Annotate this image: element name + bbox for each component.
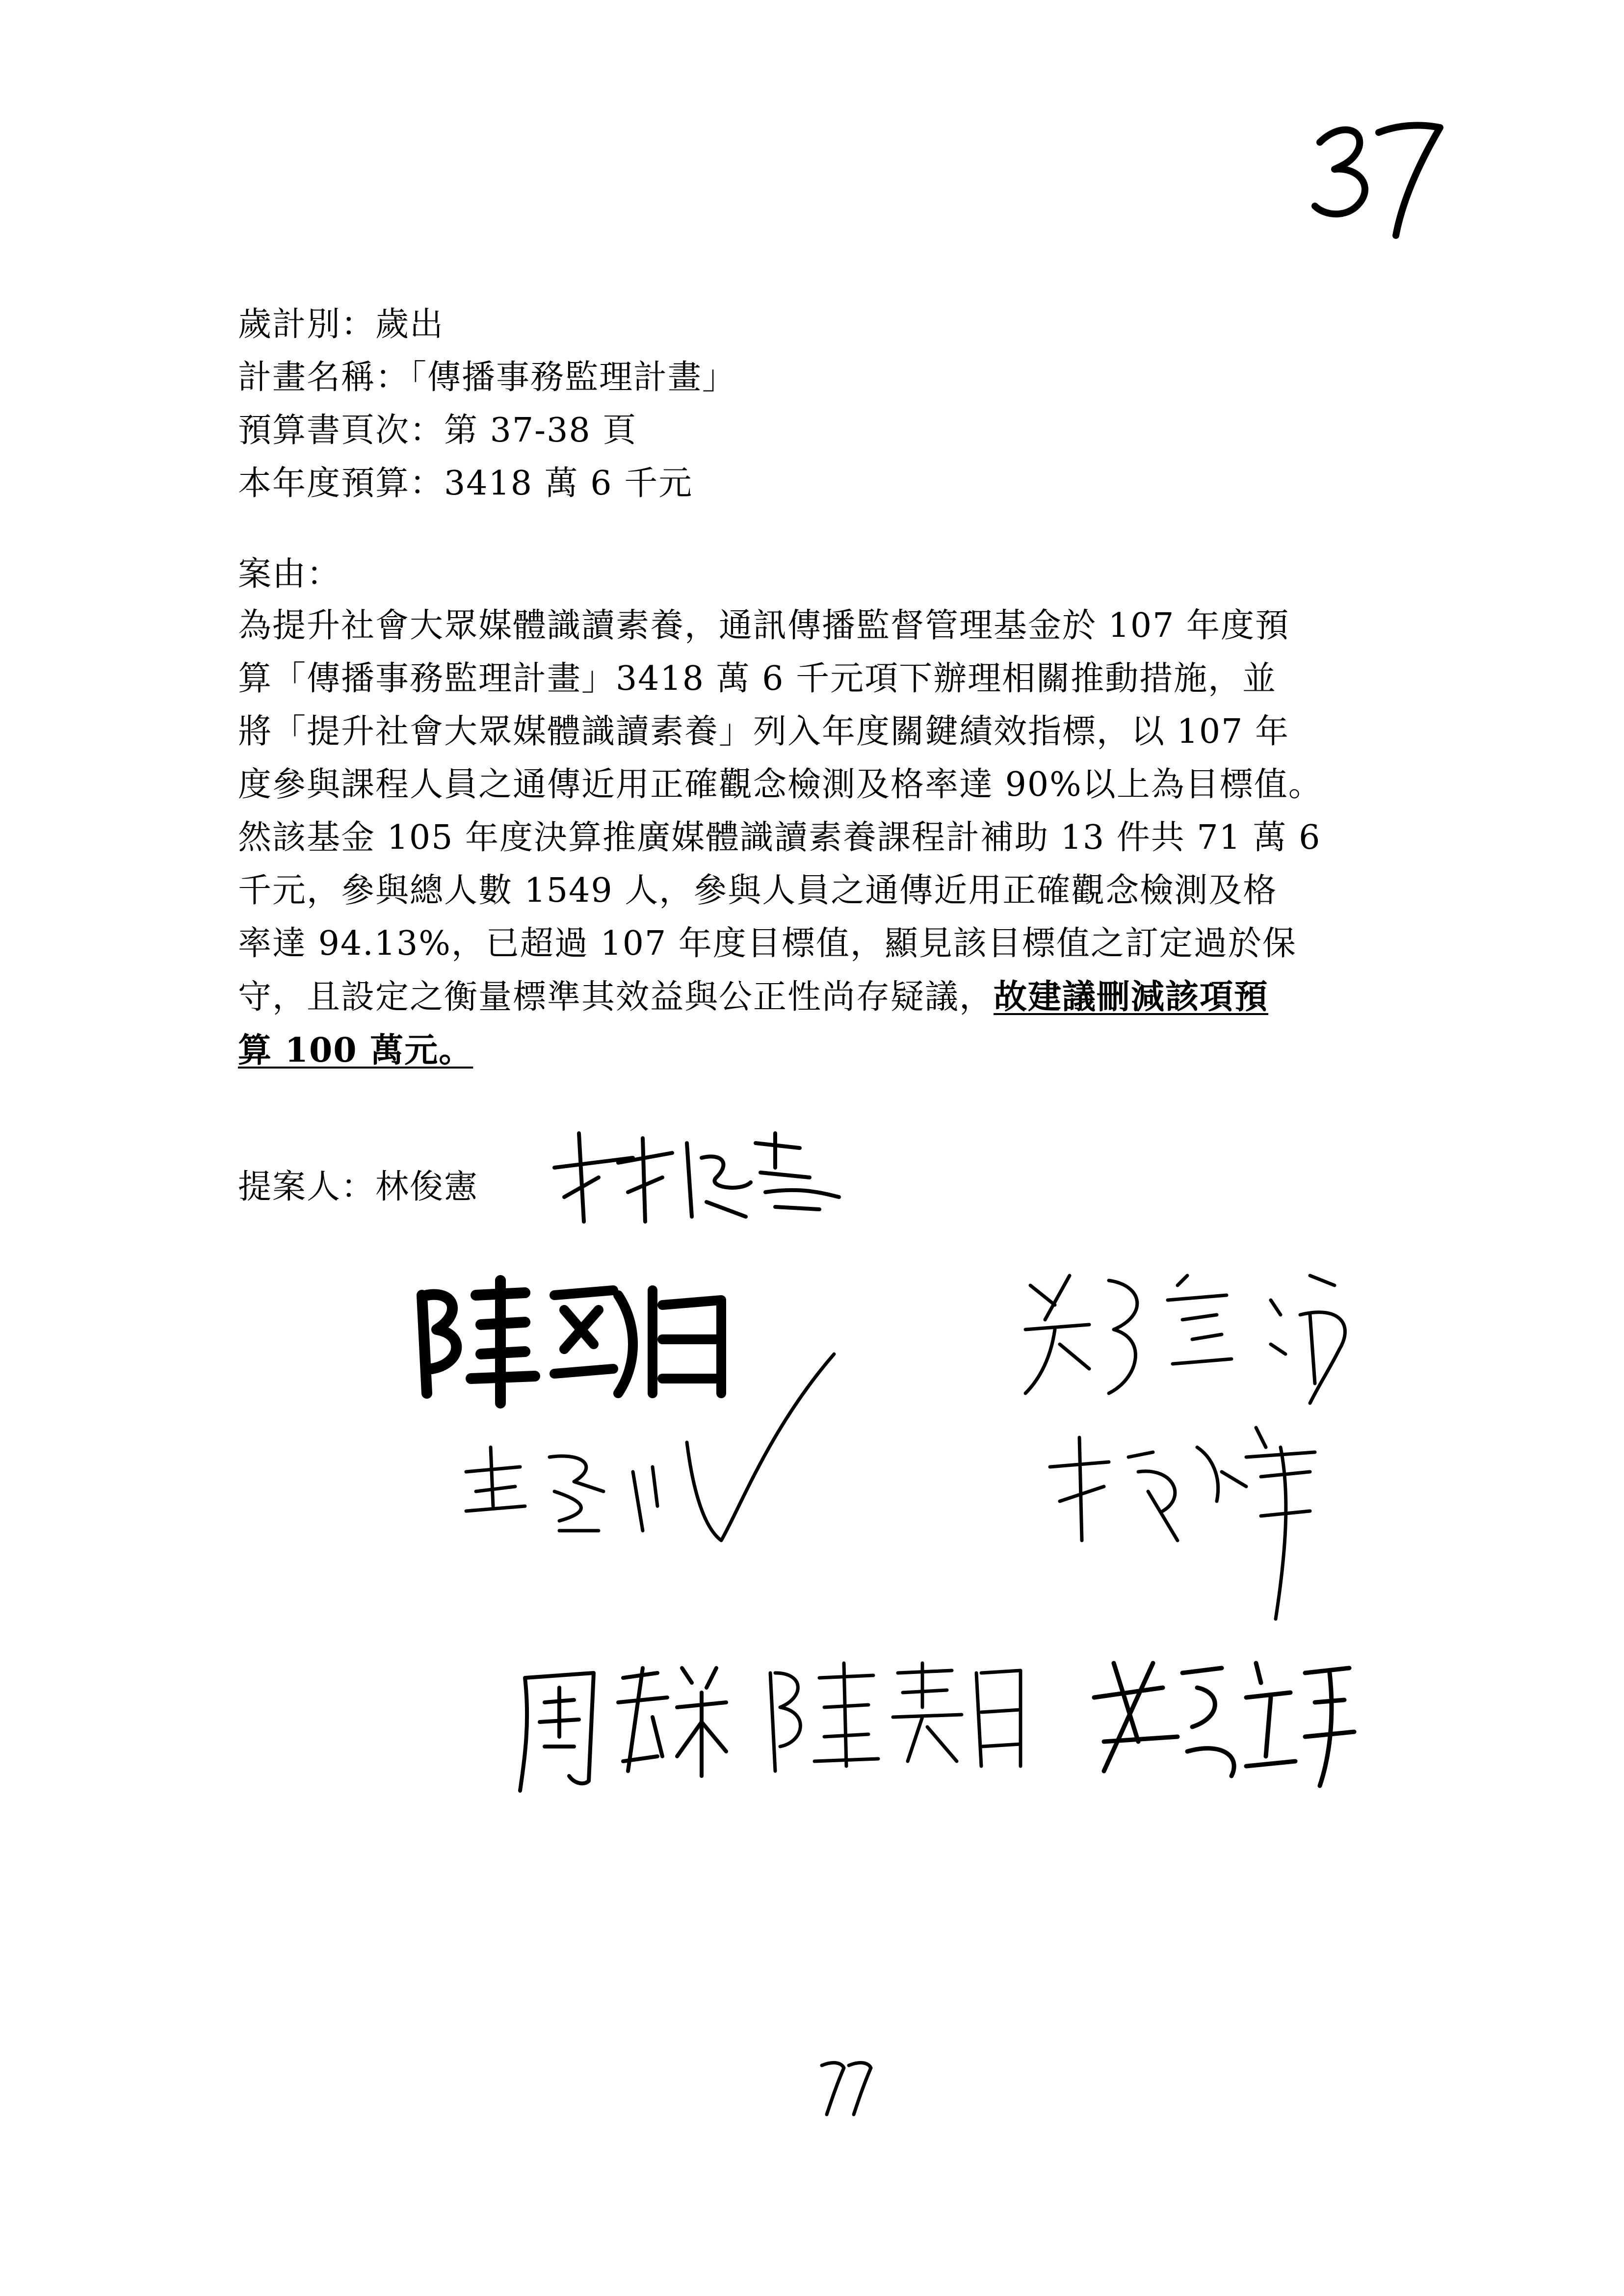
reason-line: 為提升社會大眾媒體識讀素養，通訊傳播監督管理基金於 107 年度預 <box>238 606 1290 645</box>
signature-7 <box>756 1653 1030 1781</box>
signature-1 <box>545 1123 849 1231</box>
handwritten-page-number <box>1305 113 1452 240</box>
reason-line <box>238 1024 1393 1077</box>
reason-line <box>238 970 1393 1024</box>
reason-line: 將「提升社會大眾媒體識讀素養」列入年度關鍵績效指標，以 107 年 <box>238 712 1290 751</box>
reason-line: 然該基金 105 年度決算推廣媒體識讀素養課程計補助 13 件共 71 萬 6 <box>238 818 1321 857</box>
signature-5 <box>1035 1418 1339 1624</box>
budget-info <box>238 298 736 510</box>
signature-6 <box>510 1648 731 1796</box>
budget-pages: 預算書頁次：第 37-38 頁 <box>238 411 637 450</box>
recommendation-emphasis: 故建議刪減該項預 <box>994 977 1269 1017</box>
handwritten-bottom-mark <box>814 2051 883 2119</box>
reason-line: 千元，參與總人數 1549 人，參與人員之通傳近用正確觀念檢測及格 <box>238 871 1278 910</box>
reason-body <box>238 600 1393 1077</box>
reason-label: 案由： <box>238 555 341 594</box>
reason-line: 率達 94.13%，已超過 107 年度目標值，顯見該目標值之訂定過於保 <box>238 924 1297 963</box>
account-type: 歲計別：歲出 <box>238 305 445 344</box>
signature-3 <box>1016 1256 1359 1413</box>
signature-4 <box>456 1344 849 1580</box>
proposer-label: 提案人：林俊憲 <box>238 1168 479 1206</box>
reason-line: 度參與課程人員之通傳近用正確觀念檢測及格率達 90%以上為目標值。 <box>238 765 1323 804</box>
reason-line: 算「傳播事務監理計畫」3418 萬 6 千元項下辦理相關推動措施，並 <box>238 659 1277 698</box>
signature-8 <box>1084 1644 1359 1791</box>
recommendation-amount: 算 100 萬元。 <box>238 1031 473 1070</box>
annual-budget: 本年度預算：3418 萬 6 千元 <box>238 464 693 503</box>
reason-line-plain: 守，且設定之衡量標準其效益與公正性尚存疑議， <box>238 978 994 1017</box>
plan-name: 計畫名稱：「傳播事務監理計畫」 <box>238 358 737 397</box>
